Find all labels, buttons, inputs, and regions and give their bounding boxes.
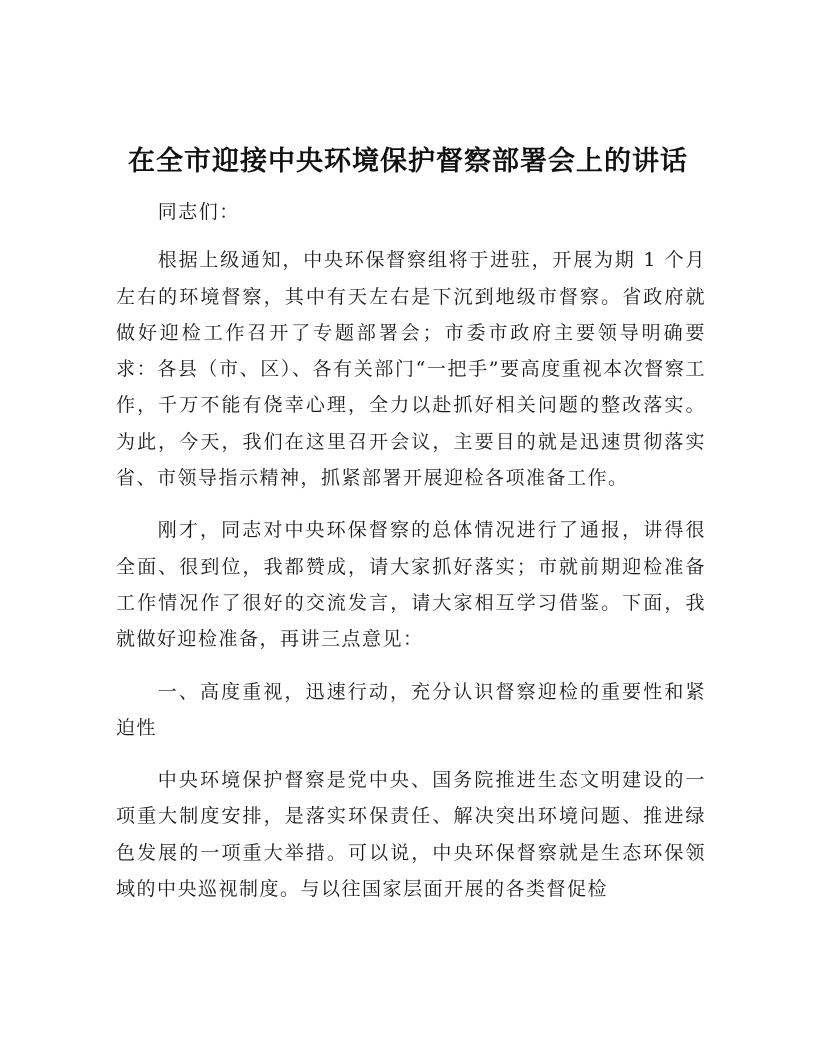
document-title: 在全市迎接中央环境保护督察部署会上的讲话 [128, 146, 688, 177]
greeting: 同志们： [157, 201, 240, 223]
section-heading-1: 一、高度重视，迅速行动，充分认识督察迎检的重要性和紧迫性 [116, 680, 706, 739]
paragraph-1: 根据上级通知，中央环保督察组将于进驻，开展为期 1 个月左右的环境督察，其中有天左右是下沉到地级市督察。省政府就做好迎检工作召开了专题部署会；市委市政府主要领导明确要求：各县（市、区）、各有关部门“一把手”要高度重视本次督察工作，千万不能有侥幸心理，全力以赴抓好相关问题的整改落实。为此，今天，我们在这里召开会议，主要目的就是迅速贯彻落实省、市领导指示精神，抓紧部署开展迎检各项准备工作。 [116, 249, 706, 490]
paragraph-3: 中央环境保护督察是党中央、国务院推进生态文明建设的一项重大制度安排，是落实环保责任、解决突出环境问题、推进绿色发展的一项重大举措。可以说，中央环保督察就是生态环保领域的中央巡视制度。与以往国家层面开展的各类督促检 [116, 769, 706, 901]
document-body [116, 194, 706, 907]
paragraph-2: 刚才，同志对中央环保督察的总体情况进行了通报，讲得很全面、很到位，我都赞成，请大家抓好落实；市就前期迎检准备工作情况作了很好的交流发言，请大家相互学习借鉴。下面，我就做好迎检准备，再讲三点意见： [116, 519, 706, 651]
